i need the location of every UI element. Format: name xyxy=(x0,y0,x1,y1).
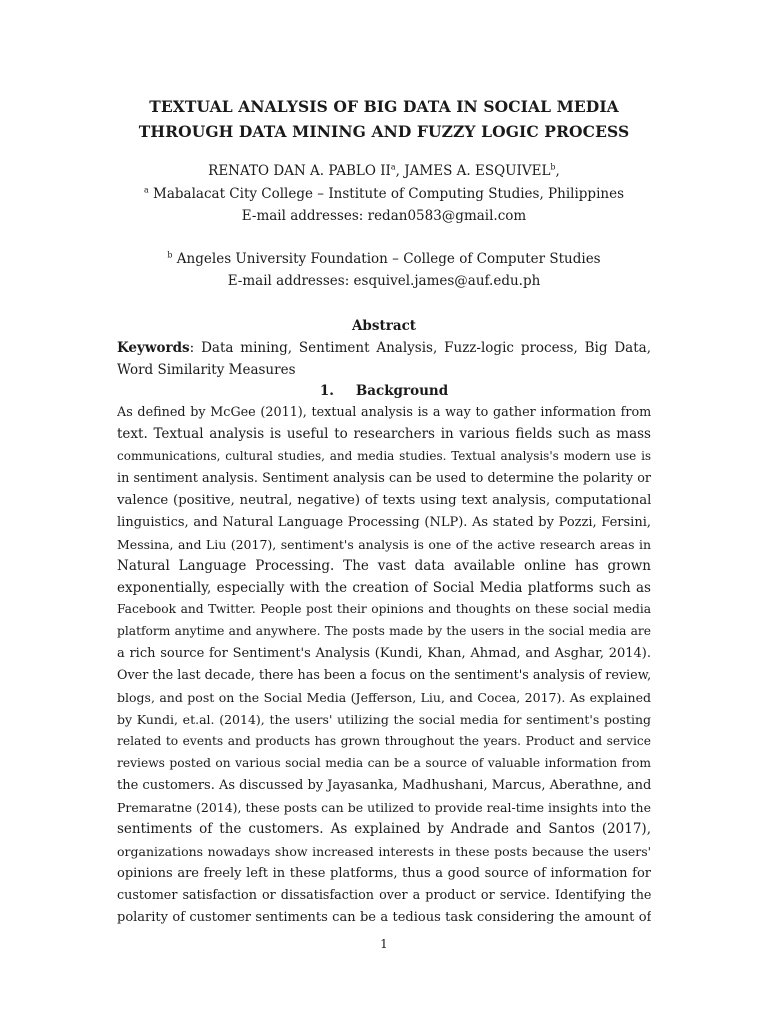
body-text-line: related to events and products has grown throughout the years. Product and service xyxy=(117,734,651,749)
author-2-superscript: b xyxy=(550,162,556,172)
body-text-line: As defined by McGee (2011), textual analysis is a way to gather information from xyxy=(117,405,651,420)
page-number: 1 xyxy=(380,937,388,951)
body-text-line: reviews posted on various social media can be a source of valuable information from xyxy=(117,756,651,770)
author-trailing: , xyxy=(555,163,560,179)
body-text-line: in sentiment analysis. Sentiment analysis can be used to determine the polarity or xyxy=(117,470,651,486)
author-1-superscript: a xyxy=(390,162,396,172)
body-text-line: customer satisfaction or dissatisfaction over a product or service. Identifying the xyxy=(117,887,651,903)
body-text-line: Over the last decade, there has been a focus on the sentiment's analysis of review, xyxy=(117,668,651,684)
body-text-line: blogs, and post on the Social Media (Jefferson, Liu, and Cocea, 2017). As explained xyxy=(117,690,651,706)
body-text-line: communications, cultural studies, and media studies. Textual analysis's modern use is xyxy=(117,448,651,463)
body-text-line: exponentially, especially with the creation of Social Media platforms such as xyxy=(117,579,651,596)
abstract-heading: Abstract xyxy=(351,318,417,334)
body-text-line: linguistics, and Natural Language Processing (NLP). As stated by Pozzi, Fersini, xyxy=(117,514,651,530)
section-1-title: Background xyxy=(355,383,449,399)
body-text-line: Natural Language Processing. The vast data available online has grown xyxy=(117,557,651,574)
body-text-line: a rich source for Sentiment's Analysis (Kundi, Khan, Ahmad, and Asghar, 2014). xyxy=(117,646,651,662)
keywords-label: Keywords xyxy=(117,340,190,356)
paper-title xyxy=(100,94,668,144)
affiliation-a-email: E-mail addresses: redan0583@gmail.com xyxy=(241,208,527,224)
affiliation-b xyxy=(100,248,668,270)
section-1-number: 1. xyxy=(319,383,334,399)
author-separator: , xyxy=(395,163,405,179)
body-text-line: Facebook and Twitter. People post their opinions and thoughts on these social media xyxy=(117,602,651,617)
body-text-line: sentiments of the customers. As explained by Andrade and Santos (2017), xyxy=(117,820,651,837)
affiliation-b-email: E-mail addresses: esquivel.james@auf.edu.ph xyxy=(227,273,541,289)
affiliation-a-superscript: a xyxy=(143,185,149,195)
section-1-heading xyxy=(100,380,668,402)
section-1-body xyxy=(117,402,651,929)
body-text-line: Messina, and Liu (2017), sentiment's analysis is one of the active research areas in xyxy=(117,536,651,552)
body-text-line: Premaratne (2014), these posts can be utilized to provide real-time insights into the xyxy=(117,799,651,815)
author-line xyxy=(100,160,668,182)
affiliation-b-text: Angeles University Foundation – College of Computer Studies xyxy=(172,251,601,267)
keywords-text: : Data mining, Sentiment Analysis, Fuzz-logic process, Big Data, Word Similarity Measures xyxy=(117,340,651,378)
body-text-line: valence (positive, neutral, negative) of texts using text analysis, computational xyxy=(117,492,651,508)
body-text-line: opinions are freely left in these platforms, thus a good source of information for xyxy=(117,865,651,881)
keywords-paragraph xyxy=(117,337,651,381)
body-text-line: by Kundi, et.al. (2014), the users' utilizing the social media for sentiment's posting xyxy=(117,712,651,728)
body-text-line: platform anytime and anywhere. The posts made by the users in the social media are xyxy=(117,624,651,639)
body-text-line: polarity of customer sentiments can be a tedious task considering the amount of xyxy=(117,909,651,925)
affiliation-b-superscript: b xyxy=(167,250,173,260)
body-text-line: organizations nowadays show increased interests in these posts because the users' xyxy=(117,843,651,859)
affiliation-a xyxy=(100,183,668,205)
affiliation-a-text: Mabalacat City College – Institute of Computing Studies, Philippines xyxy=(148,186,625,202)
body-text-line: text. Textual analysis is useful to researchers in various fields such as mass xyxy=(117,425,651,442)
body-text-line: the customers. As discussed by Jayasanka, Madhushani, Marcus, Aberathne, and xyxy=(117,777,651,793)
title-line-1: TEXTUAL ANALYSIS OF BIG DATA IN SOCIAL MEDIA xyxy=(149,97,619,116)
title-line-2: THROUGH DATA MINING AND FUZZY LOGIC PROCESS xyxy=(138,122,630,141)
author-2-name: JAMES A. ESQUIVEL xyxy=(404,163,551,179)
author-1-name: RENATO DAN A. PABLO II xyxy=(208,163,391,179)
